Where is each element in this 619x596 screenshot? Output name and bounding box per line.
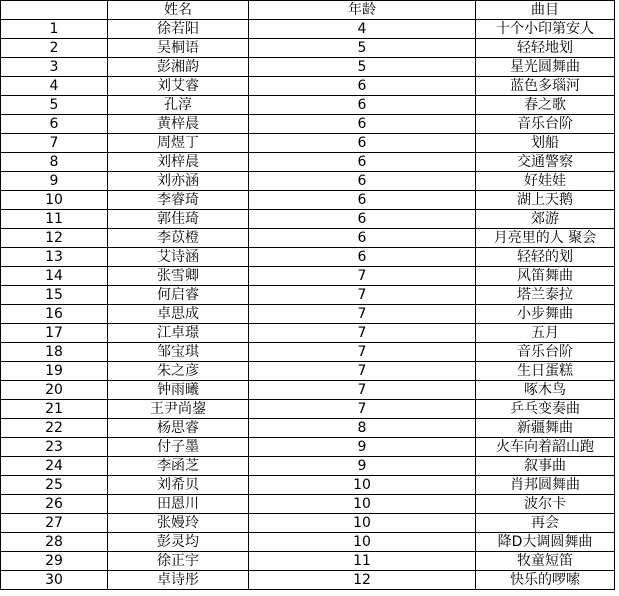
table-row <box>1 476 615 495</box>
song-cell[interactable]: 轻轻地划 <box>476 39 615 58</box>
age-cell[interactable]: 10 <box>249 514 476 533</box>
table-row <box>1 286 615 305</box>
row-number-cell[interactable]: 11 <box>1 210 108 229</box>
name-cell[interactable]: 刘亦涵 <box>108 172 249 191</box>
song-cell[interactable]: 再会 <box>476 514 615 533</box>
table-row <box>1 343 615 362</box>
table-row <box>1 20 615 39</box>
name-cell[interactable]: 杨思睿 <box>108 419 249 438</box>
song-cell[interactable]: 降D大调圆舞曲 <box>476 533 615 552</box>
song-cell[interactable]: 十个小印第安人 <box>476 20 615 39</box>
row-number-cell[interactable]: 7 <box>1 134 108 153</box>
row-number-cell[interactable]: 15 <box>1 286 108 305</box>
header-cell-song[interactable]: 曲目 <box>476 1 615 20</box>
age-cell[interactable]: 7 <box>249 267 476 286</box>
row-number-cell[interactable]: 21 <box>1 400 108 419</box>
song-cell[interactable]: 叙事曲 <box>476 457 615 476</box>
name-cell[interactable]: 周煜丁 <box>108 134 249 153</box>
name-cell[interactable]: 张雪卿 <box>108 267 249 286</box>
row-number-cell[interactable]: 8 <box>1 153 108 172</box>
name-cell[interactable]: 刘艾睿 <box>108 77 249 96</box>
age-cell[interactable]: 10 <box>249 476 476 495</box>
row-number-cell[interactable]: 5 <box>1 96 108 115</box>
song-cell[interactable]: 音乐台阶 <box>476 115 615 134</box>
age-cell[interactable]: 7 <box>249 286 476 305</box>
table-row <box>1 305 615 324</box>
table-row <box>1 172 615 191</box>
name-cell[interactable]: 李函芝 <box>108 457 249 476</box>
age-cell[interactable]: 11 <box>249 552 476 571</box>
song-cell[interactable]: 湖上天鹅 <box>476 191 615 210</box>
table-row <box>1 267 615 286</box>
age-cell[interactable]: 6 <box>249 248 476 267</box>
age-cell[interactable]: 6 <box>249 210 476 229</box>
table-row <box>1 153 615 172</box>
name-cell[interactable]: 黄梓晨 <box>108 115 249 134</box>
table-row <box>1 77 615 96</box>
song-cell[interactable]: 好娃娃 <box>476 172 615 191</box>
song-cell[interactable]: 啄木鸟 <box>476 381 615 400</box>
song-cell[interactable]: 轻轻的划 <box>476 248 615 267</box>
song-cell[interactable]: 交通警察 <box>476 153 615 172</box>
name-cell[interactable]: 刘希贝 <box>108 476 249 495</box>
song-cell[interactable]: 风笛舞曲 <box>476 267 615 286</box>
age-cell[interactable]: 7 <box>249 343 476 362</box>
age-cell[interactable]: 6 <box>249 77 476 96</box>
row-number-cell[interactable]: 14 <box>1 267 108 286</box>
song-cell[interactable]: 月亮里的人 聚会 <box>476 229 615 248</box>
song-cell[interactable]: 波尔卡 <box>476 495 615 514</box>
name-cell[interactable]: 田恩川 <box>108 495 249 514</box>
age-cell[interactable]: 4 <box>249 20 476 39</box>
row-number-cell[interactable]: 17 <box>1 324 108 343</box>
row-number-cell[interactable]: 26 <box>1 495 108 514</box>
name-cell[interactable]: 徐若阳 <box>108 20 249 39</box>
song-cell[interactable]: 乒乓变奏曲 <box>476 400 615 419</box>
row-number-cell[interactable]: 19 <box>1 362 108 381</box>
age-cell[interactable]: 7 <box>249 400 476 419</box>
row-number-cell[interactable]: 13 <box>1 248 108 267</box>
age-cell[interactable]: 6 <box>249 134 476 153</box>
table-row <box>1 96 615 115</box>
age-cell[interactable]: 10 <box>249 495 476 514</box>
age-cell[interactable]: 9 <box>249 457 476 476</box>
table-row <box>1 248 615 267</box>
name-cell[interactable]: 邹宝琪 <box>108 343 249 362</box>
name-cell[interactable]: 彭湘韵 <box>108 58 249 77</box>
row-number-cell[interactable]: 24 <box>1 457 108 476</box>
age-cell[interactable]: 7 <box>249 305 476 324</box>
age-cell[interactable]: 9 <box>249 438 476 457</box>
age-cell[interactable]: 7 <box>249 381 476 400</box>
song-cell[interactable]: 星光圆舞曲 <box>476 58 615 77</box>
name-cell[interactable]: 李苡橙 <box>108 229 249 248</box>
header-cell-name[interactable]: 姓名 <box>108 1 249 20</box>
row-number-cell[interactable]: 3 <box>1 58 108 77</box>
row-number-cell[interactable]: 23 <box>1 438 108 457</box>
age-cell[interactable]: 10 <box>249 533 476 552</box>
table-row <box>1 324 615 343</box>
song-cell[interactable]: 小步舞曲 <box>476 305 615 324</box>
name-cell[interactable]: 徐正宇 <box>108 552 249 571</box>
row-number-cell[interactable]: 18 <box>1 343 108 362</box>
age-cell[interactable]: 6 <box>249 229 476 248</box>
row-number-cell[interactable]: 1 <box>1 20 108 39</box>
name-cell[interactable]: 钟雨曦 <box>108 381 249 400</box>
header-cell-index[interactable] <box>1 1 108 20</box>
song-cell[interactable]: 划船 <box>476 134 615 153</box>
table-body <box>1 20 615 590</box>
name-cell[interactable]: 郭佳琦 <box>108 210 249 229</box>
table-row <box>1 115 615 134</box>
table-row <box>1 39 615 58</box>
song-cell[interactable]: 生日蛋糕 <box>476 362 615 381</box>
age-cell[interactable]: 5 <box>249 39 476 58</box>
name-cell[interactable]: 朱之彦 <box>108 362 249 381</box>
song-cell[interactable]: 郊游 <box>476 210 615 229</box>
row-number-cell[interactable]: 2 <box>1 39 108 58</box>
song-cell[interactable]: 春之歌 <box>476 96 615 115</box>
row-number-cell[interactable]: 4 <box>1 77 108 96</box>
name-cell[interactable]: 何启睿 <box>108 286 249 305</box>
table-row <box>1 191 615 210</box>
name-cell[interactable]: 卓诗彤 <box>108 571 249 590</box>
table-row <box>1 438 615 457</box>
header-row <box>1 1 615 20</box>
table-row <box>1 571 615 590</box>
song-cell[interactable]: 五月 <box>476 324 615 343</box>
song-cell[interactable]: 快乐的啰嗦 <box>476 571 615 590</box>
row-number-cell[interactable]: 30 <box>1 571 108 590</box>
age-cell[interactable]: 6 <box>249 172 476 191</box>
table-row <box>1 58 615 77</box>
age-cell[interactable]: 6 <box>249 153 476 172</box>
table-row <box>1 229 615 248</box>
name-cell[interactable]: 张嫚玲 <box>108 514 249 533</box>
song-cell[interactable]: 牧童短笛 <box>476 552 615 571</box>
table-row <box>1 134 615 153</box>
row-number-cell[interactable]: 20 <box>1 381 108 400</box>
table-row <box>1 514 615 533</box>
name-cell[interactable]: 付子墨 <box>108 438 249 457</box>
age-cell[interactable]: 8 <box>249 419 476 438</box>
table-row <box>1 419 615 438</box>
name-cell[interactable]: 彭灵均 <box>108 533 249 552</box>
name-cell[interactable]: 李睿琦 <box>108 191 249 210</box>
song-cell[interactable]: 火车向着韶山跑 <box>476 438 615 457</box>
song-cell[interactable]: 蓝色多瑙河 <box>476 77 615 96</box>
song-cell[interactable]: 肖邦圆舞曲 <box>476 476 615 495</box>
name-cell[interactable]: 孔淳 <box>108 96 249 115</box>
song-cell[interactable]: 塔兰泰拉 <box>476 286 615 305</box>
row-number-cell[interactable]: 12 <box>1 229 108 248</box>
header-cell-age[interactable]: 年龄 <box>249 1 476 20</box>
row-number-cell[interactable]: 29 <box>1 552 108 571</box>
row-number-cell[interactable]: 16 <box>1 305 108 324</box>
age-cell[interactable]: 12 <box>249 571 476 590</box>
table-row <box>1 381 615 400</box>
name-cell[interactable]: 王尹尚鋆 <box>108 400 249 419</box>
age-cell[interactable]: 7 <box>249 324 476 343</box>
name-cell[interactable]: 吴桐语 <box>108 39 249 58</box>
name-cell[interactable]: 刘梓晨 <box>108 153 249 172</box>
age-cell[interactable]: 6 <box>249 96 476 115</box>
age-cell[interactable]: 6 <box>249 191 476 210</box>
table-row <box>1 533 615 552</box>
row-number-cell[interactable]: 28 <box>1 533 108 552</box>
age-cell[interactable]: 5 <box>249 58 476 77</box>
song-cell[interactable]: 新疆舞曲 <box>476 419 615 438</box>
row-number-cell[interactable]: 10 <box>1 191 108 210</box>
table-row <box>1 495 615 514</box>
row-number-cell[interactable]: 9 <box>1 172 108 191</box>
age-cell[interactable]: 6 <box>249 115 476 134</box>
row-number-cell[interactable]: 25 <box>1 476 108 495</box>
table-row <box>1 457 615 476</box>
row-number-cell[interactable]: 6 <box>1 115 108 134</box>
table-row <box>1 362 615 381</box>
table-row <box>1 552 615 571</box>
name-cell[interactable]: 艾诗涵 <box>108 248 249 267</box>
song-cell[interactable]: 音乐台阶 <box>476 343 615 362</box>
age-cell[interactable]: 7 <box>249 362 476 381</box>
row-number-cell[interactable]: 22 <box>1 419 108 438</box>
row-number-cell[interactable]: 27 <box>1 514 108 533</box>
name-cell[interactable]: 江卓璟 <box>108 324 249 343</box>
table-row <box>1 400 615 419</box>
name-cell[interactable]: 卓思成 <box>108 305 249 324</box>
table-row <box>1 210 615 229</box>
